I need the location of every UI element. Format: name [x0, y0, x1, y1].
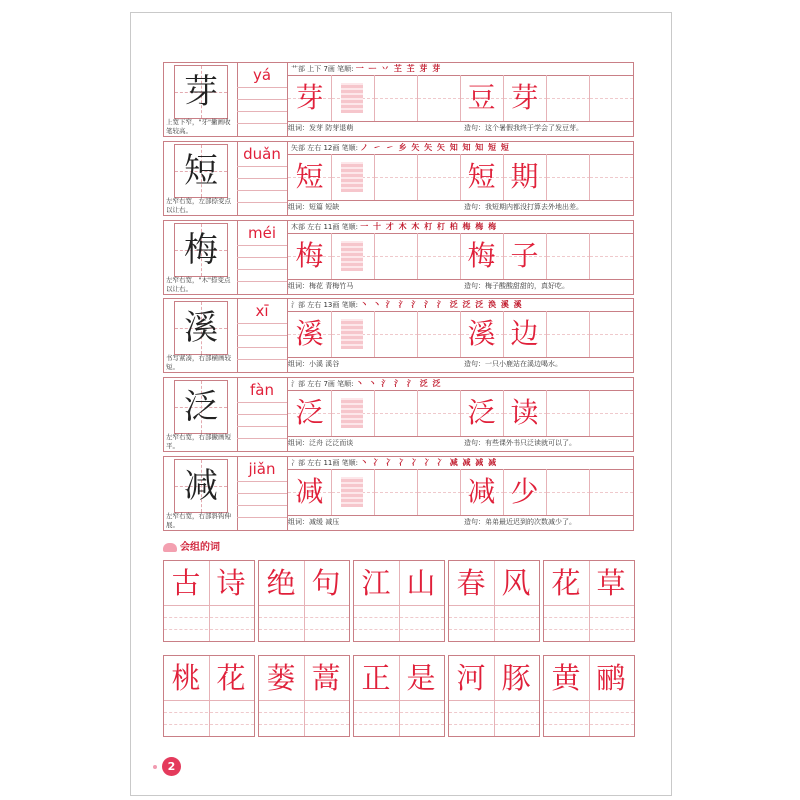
grid-guide: [590, 177, 633, 178]
grid-guide: [354, 629, 444, 630]
word-practice-box: [448, 655, 540, 737]
practice-cell: [589, 311, 633, 357]
word-character: 黄: [551, 661, 581, 695]
grid-guide: [259, 700, 349, 701]
stroke-count: 7画: [323, 65, 335, 73]
grid-guide: [544, 617, 634, 618]
model-character: 短: [184, 151, 218, 191]
model-character: 泛: [184, 387, 218, 427]
practice-cell: [374, 75, 418, 121]
word-character: 鹂: [596, 661, 626, 695]
practice-grid: [288, 390, 633, 437]
word-practice-box: [543, 560, 635, 642]
practice-cell: [589, 469, 633, 515]
pinyin-line: [237, 245, 287, 246]
model-character-panel: [164, 457, 238, 530]
practice-cell: [546, 469, 590, 515]
word-examples: 组词：小溪 溪谷: [288, 360, 340, 368]
practice-cell: [374, 311, 418, 357]
practice-character: 泛: [467, 396, 496, 429]
word-character: 春: [456, 566, 486, 600]
practice-grid: [288, 469, 633, 516]
grid-guide: [544, 629, 634, 630]
word-character: 是: [406, 661, 436, 695]
writing-tip: 书写紧凑，右部横画较短。: [166, 354, 231, 371]
grid-guide: [259, 712, 349, 713]
pinyin-line: [237, 414, 287, 415]
stroke-order-label: 笔顺:: [337, 65, 354, 73]
practice-character: 期: [510, 160, 539, 193]
structure: 左右: [307, 459, 322, 467]
section-icon: [163, 543, 177, 552]
example-sentence: 造句：我短期内都没打算去外地出差。: [464, 203, 583, 211]
grid-guide: [590, 334, 633, 335]
pinyin-line: [237, 257, 287, 258]
section-title: [163, 538, 220, 553]
pinyin-line: [237, 281, 287, 282]
grid-guide: [164, 724, 254, 725]
page-number: 2: [162, 757, 181, 776]
practice-character: 梅: [295, 239, 324, 272]
writing-tip: 左窄右宽，左部捺变点以让右。: [166, 197, 231, 214]
word-character: 诗: [216, 566, 246, 600]
word-character: 花: [216, 661, 246, 695]
practice-character: 减: [295, 475, 324, 508]
grid-guide: [164, 629, 254, 630]
grid-guide: [375, 413, 418, 414]
radical: 氵部: [291, 380, 305, 388]
model-character-panel: [164, 142, 238, 215]
radical: 冫部: [291, 459, 305, 467]
model-character-box: [174, 380, 228, 434]
stroke-order: 丶 丶 氵 氵 氵 氵 氵 泛 泛 泛 涣 溪 溪: [360, 300, 523, 309]
example-sentence: 造句：有些课外书只泛读就可以了。: [464, 439, 576, 447]
stroke-order-label: 笔顺:: [337, 380, 354, 388]
grid-guide: [418, 98, 461, 99]
model-character-panel: [164, 378, 238, 451]
practice-cell: [374, 469, 418, 515]
character-entry: [163, 377, 634, 452]
practice-cell: [546, 233, 590, 279]
grid-guide: [164, 712, 254, 713]
grid-guide: [449, 629, 539, 630]
model-character-panel: [164, 63, 238, 136]
structure: 左右: [307, 144, 322, 152]
practice-character: 芽: [295, 81, 324, 114]
pinyin-zone: [237, 142, 288, 215]
practice-cell: [417, 154, 461, 200]
practice-cell: [589, 75, 633, 121]
pinyin-zone: [237, 221, 288, 294]
grid-guide: [547, 98, 590, 99]
grid-guide: [375, 98, 418, 99]
model-character: 梅: [184, 230, 218, 270]
stroke-order: 一 ᅳ 丷 芏 芏 芽 芽: [355, 64, 442, 73]
model-character: 芽: [184, 72, 218, 112]
grid-guide: [375, 177, 418, 178]
grid-guide: [449, 700, 539, 701]
practice-character: 子: [510, 239, 539, 272]
pinyin: duǎn: [243, 145, 281, 163]
stroke-count: 12画: [323, 144, 340, 152]
pinyin-line: [237, 505, 287, 506]
practice-cell: [589, 390, 633, 436]
character-entry: [163, 456, 634, 531]
model-character-box: [174, 301, 228, 355]
practice-character: 短: [467, 160, 496, 193]
practice-character: 读: [510, 396, 539, 429]
pinyin: yá: [252, 66, 272, 84]
stroke-order: ノ ㇀ ㇀ 乡 矢 矢 矢 知 知 知 短 短: [360, 143, 510, 152]
grid-guide: [590, 492, 633, 493]
pinyin-line: [237, 202, 287, 203]
pinyin-line: [237, 123, 287, 124]
character-entry: [163, 220, 634, 295]
example-sentence: 造句：一只小鹿站在溪边喝水。: [464, 360, 562, 368]
word-practice-box: [543, 655, 635, 737]
pinyin-line: [237, 335, 287, 336]
tracing-character: [341, 477, 363, 507]
grid-guide: [418, 413, 461, 414]
practice-cell: [546, 311, 590, 357]
word-character: 豚: [501, 661, 531, 695]
grid-guide: [259, 724, 349, 725]
model-character-panel: [164, 299, 238, 372]
word-character: 蒿: [311, 661, 341, 695]
stroke-order-label: 笔顺:: [341, 144, 358, 152]
practice-character: 豆: [467, 81, 496, 114]
writing-tip: 上宽下窄，"牙"撇画收笔较高。: [166, 118, 231, 135]
grid-guide: [418, 334, 461, 335]
word-practice-box: [258, 655, 350, 737]
grid-guide: [544, 724, 634, 725]
grid-guide: [547, 256, 590, 257]
grid-guide: [164, 617, 254, 618]
pinyin-line: [237, 517, 287, 518]
pinyin-line: [237, 347, 287, 348]
grid-guide: [418, 177, 461, 178]
pinyin-line: [237, 359, 287, 360]
practice-cell: [546, 75, 590, 121]
grid-guide: [375, 334, 418, 335]
model-character: 减: [184, 466, 218, 506]
word-character: 草: [596, 566, 626, 600]
practice-character: 少: [510, 475, 539, 508]
grid-guide: [547, 177, 590, 178]
grid-guide: [547, 334, 590, 335]
pinyin-line: [237, 426, 287, 427]
practice-grid: [288, 75, 633, 122]
word-character: 正: [361, 661, 391, 695]
pinyin-line: [237, 493, 287, 494]
grid-guide: [259, 605, 349, 606]
tracing-character: [341, 241, 363, 271]
practice-grid: [288, 311, 633, 358]
practice-cell: [417, 390, 461, 436]
grid-guide: [164, 700, 254, 701]
grid-guide: [354, 724, 444, 725]
pinyin-line: [237, 111, 287, 112]
stroke-order: 丶 丶 氵 氵 氵 泛 泛: [355, 379, 442, 388]
word-practice-box: [163, 560, 255, 642]
grid-guide: [259, 629, 349, 630]
structure: 上下: [307, 65, 322, 73]
writing-tip: 左窄右宽，右部撇画短平。: [166, 433, 231, 450]
practice-cell: [374, 233, 418, 279]
example-sentence: 造句：梅子酸酸甜甜的，真好吃。: [464, 282, 569, 290]
stroke-order-label: 笔顺:: [341, 223, 358, 231]
word-practice-box: [163, 655, 255, 737]
character-entry: [163, 62, 634, 137]
grid-guide: [544, 700, 634, 701]
stroke-order: 丶 冫 冫 冫 冫 冫 冫 减 减 减 减: [360, 458, 498, 467]
grid-guide: [590, 413, 633, 414]
stroke-order-label: 笔顺:: [341, 459, 358, 467]
grid-guide: [354, 617, 444, 618]
word-examples: 组词：梅花 青梅竹马: [288, 282, 354, 290]
model-character-box: [174, 144, 228, 198]
practice-cell: [546, 154, 590, 200]
practice-character: 短: [295, 160, 324, 193]
model-character: 溪: [184, 308, 218, 348]
radical: 艹部: [291, 65, 305, 73]
practice-cell: [374, 154, 418, 200]
pinyin-line: [237, 99, 287, 100]
grid-guide: [375, 256, 418, 257]
word-character: 山: [406, 566, 436, 600]
word-examples: 组词：泛舟 泛泛而谈: [288, 439, 354, 447]
pinyin-line: [237, 178, 287, 179]
model-character-box: [174, 65, 228, 119]
practice-character: 泛: [295, 396, 324, 429]
grid-guide: [164, 605, 254, 606]
radical: 矢部: [291, 144, 305, 152]
practice-cell: [374, 390, 418, 436]
stroke-count: 13画: [323, 301, 340, 309]
pinyin-line: [237, 269, 287, 270]
writing-tip: 左窄右宽，"木"捺变点以让右。: [166, 276, 231, 293]
grid-guide: [590, 256, 633, 257]
pinyin-zone: [237, 457, 288, 530]
grid-guide: [547, 492, 590, 493]
pinyin-line: [237, 166, 287, 167]
practice-cell: [417, 311, 461, 357]
radical: 氵部: [291, 301, 305, 309]
word-practice-box: [448, 560, 540, 642]
tracing-character: [341, 162, 363, 192]
word-examples: 组词：发芽 防芽退萌: [288, 124, 354, 132]
tracing-character: [341, 319, 363, 349]
writing-tip: 左窄右宽，右部斜钩伸展。: [166, 512, 231, 529]
practice-cell: [417, 233, 461, 279]
word-character: 古: [171, 566, 201, 600]
word-character: 句: [311, 566, 341, 600]
word-character: 风: [501, 566, 531, 600]
grid-guide: [354, 712, 444, 713]
grid-guide: [544, 605, 634, 606]
word-character: 江: [361, 566, 391, 600]
pinyin-line: [237, 438, 287, 439]
stroke-count: 7画: [323, 380, 335, 388]
word-examples: 组词：减缓 减压: [288, 518, 340, 526]
practice-cell: [417, 75, 461, 121]
stroke-count: 11画: [323, 459, 340, 467]
stroke-order: 一 十 才 木 木 朾 朾 柏 梅 梅 梅: [360, 222, 498, 231]
pinyin: jiǎn: [248, 460, 276, 478]
section-title-text: 会组的词: [180, 542, 220, 553]
word-character: 河: [456, 661, 486, 695]
practice-character: 芽: [510, 81, 539, 114]
word-character: 绝: [266, 566, 296, 600]
structure: 左右: [307, 380, 322, 388]
tracing-character: [341, 398, 363, 428]
stroke-count: 11画: [323, 223, 340, 231]
grid-guide: [375, 492, 418, 493]
grid-guide: [354, 700, 444, 701]
structure: 左右: [307, 301, 322, 309]
pinyin-zone: [237, 299, 288, 372]
practice-character: 梅: [467, 239, 496, 272]
grid-guide: [547, 413, 590, 414]
practice-cell: [417, 469, 461, 515]
grid-guide: [544, 712, 634, 713]
grid-guide: [449, 724, 539, 725]
pinyin-line: [237, 190, 287, 191]
example-sentence: 造句：弟弟最近迟到的次数减少了。: [464, 518, 576, 526]
word-practice-box: [353, 655, 445, 737]
grid-guide: [354, 605, 444, 606]
model-character-box: [174, 459, 228, 513]
pinyin-line: [237, 323, 287, 324]
practice-character: 减: [467, 475, 496, 508]
page-dot-icon: [153, 765, 157, 769]
grid-guide: [418, 256, 461, 257]
practice-cell: [589, 154, 633, 200]
pinyin: xī: [255, 302, 269, 320]
practice-character: 溪: [295, 317, 324, 350]
grid-guide: [449, 617, 539, 618]
grid-guide: [449, 605, 539, 606]
word-examples: 组词：短篇 短缺: [288, 203, 340, 211]
character-entry: [163, 298, 634, 373]
pinyin-line: [237, 402, 287, 403]
tracing-character: [341, 83, 363, 113]
pinyin-line: [237, 87, 287, 88]
model-character-box: [174, 223, 228, 277]
word-character: 蒌: [266, 661, 296, 695]
pinyin-line: [237, 481, 287, 482]
practice-grid: [288, 154, 633, 201]
word-character: 花: [551, 566, 581, 600]
practice-cell: [546, 390, 590, 436]
practice-character: 边: [510, 317, 539, 350]
practice-grid: [288, 233, 633, 280]
pinyin-zone: [237, 378, 288, 451]
stroke-order-label: 笔顺:: [341, 301, 358, 309]
practice-character: 溪: [467, 317, 496, 350]
grid-guide: [418, 492, 461, 493]
pinyin-zone: [237, 63, 288, 136]
word-practice-box: [258, 560, 350, 642]
grid-guide: [590, 98, 633, 99]
example-sentence: 造句：这个暑假我终于学会了发豆芽。: [464, 124, 583, 132]
word-practice-box: [353, 560, 445, 642]
grid-guide: [259, 617, 349, 618]
grid-guide: [449, 712, 539, 713]
character-entry: [163, 141, 634, 216]
model-character-panel: [164, 221, 238, 294]
pinyin: méi: [247, 224, 276, 242]
practice-cell: [589, 233, 633, 279]
pinyin: fàn: [250, 381, 274, 399]
radical: 木部: [291, 223, 305, 231]
structure: 左右: [307, 223, 322, 231]
word-character: 桃: [171, 661, 201, 695]
